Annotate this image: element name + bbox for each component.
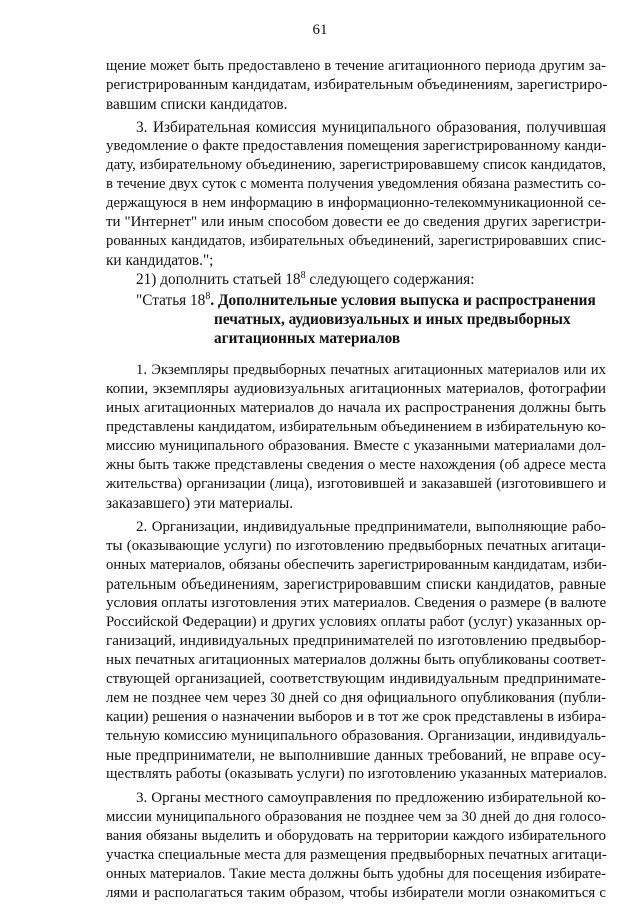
text-line: дату, избирательному объединению, зарегистрировавшему список кандидатов,	[106, 157, 606, 173]
article-heading-line: агитационных материалов	[214, 330, 401, 347]
text-line: лем не позднее чем через 30 дней со дня официального опубликования (публи-	[106, 690, 606, 706]
text-line: регистрированным кандидатам, избирательным объединениям, зарегистриро-	[106, 77, 608, 93]
text-line: вавшим списки кандидатов.	[106, 96, 288, 113]
text-line: онных материалов. Такие места должны быть удобны для посещения избирате-	[106, 866, 606, 882]
page-number: 61	[312, 22, 328, 38]
article-heading-line: печатных, аудиовизуальных и иных предвыборных	[214, 311, 571, 328]
text-line: онных материалов, обязаны обеспечить зарегистрированным кандидатам, изби-	[106, 557, 607, 573]
text-line: вания обязаны выделить и оборудовать на территории каждого избирательного	[106, 828, 606, 844]
text-line: миссии муниципального образования не позднее чем за 30 дней до дня голосо-	[106, 809, 606, 825]
text-line: кации) решения о назначении выборов и в тот же срок представлены в избира-	[106, 709, 607, 725]
text-line: 3. Избирательная комиссия муниципального образования, получившая	[136, 119, 606, 136]
text-line: 2. Организации, индивидуальные предприниматели, выполняющие рабо-	[136, 519, 606, 535]
text-line: ти "Интернет" или иным способом довести ее до сведения других зарегистри-	[106, 214, 606, 230]
text-line: рательным объединениям, зарегистрировавшим списки кандидатов, равные	[106, 576, 606, 593]
text-line: участка специальные места для размещения предвыборных печатных агитаци-	[106, 847, 607, 863]
text-line: 1. Экземпляры предвыборных печатных агитационных материалов или их	[136, 362, 606, 378]
text-line: ных печатных агитационных материалов должны быть опубликованы соответ-	[106, 652, 606, 668]
text-line: тельную комиссию муниципального образования. Организации, индивидуаль-	[106, 728, 606, 744]
text-line: щение может быть предоставлено в течение агитационного периода другим за-	[106, 58, 606, 74]
article-heading: "Статья $18^8$. Дополнительные условия выпуска и распространения	[136, 291, 596, 309]
text-line: жны быть также представлены сведения о месте нахождения (об адресе места	[106, 457, 606, 473]
text-line: ные предприниматели, не выполнившие данных требований, не вправе осу-	[106, 747, 606, 764]
text-line: ганизаций, индивидуальных предпринимателей по изготовлению предвыбор-	[106, 633, 606, 649]
text-line: 3. Органы местного самоуправления по предложению избирательной ко-	[136, 790, 606, 806]
text-line: в течение двух суток с момента получения уведомления обязана разместить со-	[106, 176, 606, 192]
text-line: жительства) организации (лица), изготовившей и заказавшей (изготовившего и	[106, 476, 606, 492]
text-line: ты (оказывающие услуги) по изготовлению предвыборных печатных агитаци-	[106, 538, 606, 554]
text-line: рованных кандидатов, избирательных объединений, зарегистрировавших спис-	[106, 233, 606, 249]
text-line: иных агитационных материалов до начала их распространения должны быть	[106, 400, 606, 416]
text-line: уведомление о факте предоставления помещения зарегистрированному канди-	[106, 138, 607, 154]
text-line: держащуюся в нем информацию в информационно-телекоммуникационной се-	[106, 195, 606, 211]
text-line: миссию муниципального образования. Вместе с указанными материалами дол-	[106, 438, 606, 454]
text-line: ществлять работы (оказывать услуги) по изготовлению указанных материалов.	[106, 766, 607, 782]
text-line: ки кандидатов.";	[106, 252, 214, 269]
amendment-item: 21) дополнить статьей $18^8$ следующего содержания:	[136, 270, 475, 288]
text-line: лями и располагаться таким образом, чтобы избиратели могли ознакомиться с	[106, 885, 606, 901]
text-line: условия оплаты изготовления этих материалов. Сведения о размере (в валюте	[106, 595, 607, 611]
text-line: ствующей организацией, соответствующим индивидуальным предпринимате-	[106, 671, 606, 687]
text-line: представлены кандидатом, избирательным объединением в избирательную ко-	[106, 419, 606, 435]
text-line: заказавшего) эти материалы.	[106, 495, 294, 512]
text-line: Российской Федерации) и других условиях оплаты работ (услуг) указанных ор-	[106, 614, 606, 630]
text-line: копии, экземпляры аудиовизуальных агитационных материалов, фотографии	[106, 381, 606, 397]
